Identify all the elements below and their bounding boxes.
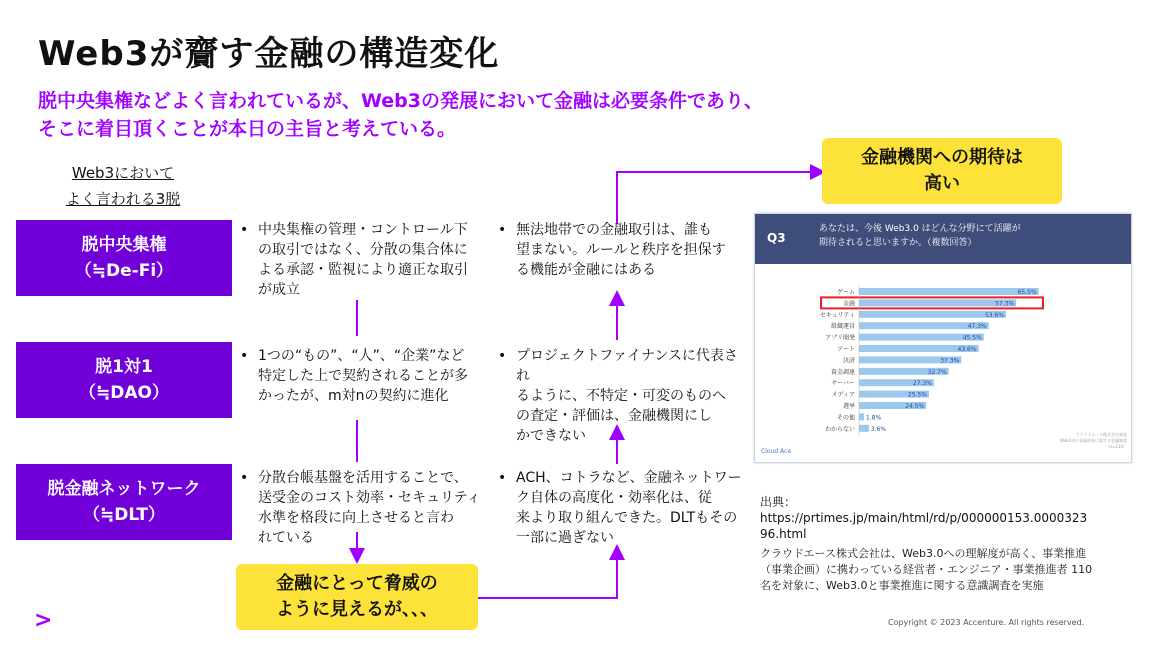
value-label: 43.6% [957,346,977,353]
connector-threat-to-right [478,552,617,598]
column-heading-line-1: Web3において [71,164,175,182]
value-label: 47.3% [967,323,987,331]
category-label: アプリ開発 [825,334,855,342]
value-label: 1.8% [865,414,882,422]
right-bullet-3: • ACH、コトラなど、金融ネットワー ク自体の高度化・効率化は、従 来より取り組んできた。DLTもその 一部に過ぎない [498,470,742,546]
column-heading-line-2: よく言われる3脱 [65,190,181,208]
category-label: サーバー [831,380,855,388]
source-url-line-1[interactable]: https://prtimes.jp/main/html/rd/p/000000153.0000323 [760,511,1088,525]
value-label: 57.3% [995,300,1015,308]
copyright: Copyright © 2023 Accenture. All rights reserved. [888,618,1085,627]
category-label: その他 [836,414,855,422]
category-label: わからない [824,425,855,433]
pillar-sub: （≒DAO） [79,383,169,403]
expectation-callout: 金融機関への期待は 高い [822,138,1062,204]
bullet-dot: • [240,348,249,364]
source-note-line-3: 名を対象に、Web3.0と事業推進に関する意識調査を実施 [760,579,1044,592]
bullet-dot: • [498,348,507,364]
subtitle-line-1: 脱中央集権などよく言われているが、Web3の発展において金融は必要条件であり、 [38,90,763,112]
left-bullet-2: • 1つの“もの”、“人”、“企業”など 特定した上で契約されることが多 かったが、m対nの契約に進化 [240,348,468,404]
chart-footnote: クラウドエース株式会社調査 Web3.0と事業推進に関する意識調査 （n=110） [1059,432,1127,449]
threat-callout: 金融にとって脅威の ように見えるが、、、 [236,564,478,630]
value-label: 45.5% [962,334,982,342]
question-text: あなたは、今後 Web3.0 はどんな分野にて活躍が 期待されると思いますか。（複数回答） [819,224,1021,248]
value-label: 3.6% [870,425,887,433]
left-bullet-1: • 中央集権の管理・コントロール下 の取引ではなく、分散の集合体に よる承認・監視により適正な取引 が成立 [240,222,468,298]
value-label: 25.5% [907,391,927,399]
category-label: 組織運営 [830,323,855,331]
category-label: ゲーム [836,289,855,296]
bullet-dot: • [498,470,507,486]
survey-chart-panel [754,213,1132,463]
category-label: 資金調達 [830,368,855,376]
right-bullet-2: • プロジェクトファイナンスに代表され るように、不特定・可変のものへ の査定・評価は、金融機関にし かできない [498,348,738,444]
category-label: 決済 [842,357,855,365]
pillar-name: 脱中央集権 [81,235,167,255]
pillar-one-to-one [16,342,232,418]
category-label: 選挙 [842,403,855,410]
survey-header [755,214,1131,264]
bar [859,413,864,420]
value-label: 65.5% [1017,289,1037,296]
category-label: メディア [831,391,855,399]
value-label: 27.3% [912,380,932,388]
page-title: Web3が齎す金融の構造変化 [38,34,500,74]
pillar-financial-network [16,464,232,540]
bar [859,425,869,432]
cloud-ace-logo: Cloud Ace [761,448,792,455]
source-note-line-1: クラウドエース株式会社は、Web3.0への理解度が高く、事業推進 [760,547,1087,560]
source-label: 出典： [760,495,797,509]
bullet-dot: • [240,222,249,238]
pillar-sub: （≒DLT） [83,505,165,525]
source-url-line-2[interactable]: 96.html [760,527,807,541]
category-label: アート [837,346,855,353]
bar [859,311,1006,318]
pillar-decentralization [16,220,232,296]
subtitle-line-2: そこに着目頂くことが本日の主旨と考えている。 [38,118,457,140]
bullet-dot: • [240,470,249,486]
source-note-line-2: （事業企画）に携わっている経営者・エンジニア・事業推進者 110 [760,563,1093,576]
value-label: 53.6% [984,311,1005,319]
bar [859,288,1039,295]
pillar-name: 脱金融ネットワーク [47,479,201,499]
value-label: 24.5% [905,403,925,410]
category-label: セキュリティ [819,311,855,319]
pillar-sub: （≒De-Fi） [74,261,174,281]
accenture-chevron-icon: > [34,608,53,633]
value-label: 32.7% [927,368,947,376]
pillar-name: 脱1対1 [95,357,153,377]
bullet-dot: • [498,222,507,238]
question-number: Q3 [767,231,786,245]
value-label: 37.3% [940,357,960,365]
bar [859,299,1016,306]
category-label: 金融 [842,300,855,308]
right-bullet-1: • 無法地帯での金融取引は、誰も 望まない。ルールと秩序を担保す る機能が金融にはある [498,222,726,278]
left-bullet-3: • 分散台帳基盤を活用することで、 送受金のコスト効率・セキュリティ 水準を格段に向上させると言わ れている [240,470,481,546]
